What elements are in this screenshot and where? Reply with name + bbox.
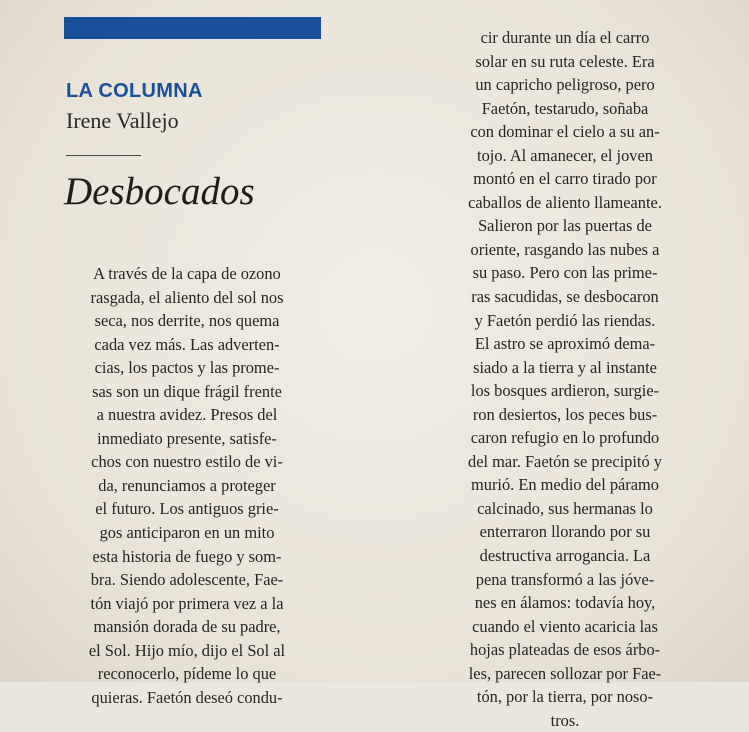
column-text-line: su paso. Pero con las prime- xyxy=(472,263,658,283)
column-text-line: A través de la capa de ozono xyxy=(93,264,281,283)
column-text-line: cir durante un día el carro xyxy=(480,28,650,47)
column-text-line: reconocerlo, pídeme lo que xyxy=(97,664,277,684)
column-text-line: gos anticiparon en un mito xyxy=(99,523,275,543)
column-text-line: les, parecen sollozar por Fae- xyxy=(468,663,662,683)
article-column-right xyxy=(420,26,710,732)
column-text-line: tón viajó por primera vez a la xyxy=(90,593,284,613)
column-text-line: tón, por la tierra, por noso- xyxy=(476,687,654,707)
column-text-line: del mar. Faetón se precipitó y xyxy=(468,451,662,471)
column-text-line: los bosques ardieron, surgie- xyxy=(470,381,660,401)
column-text-line: sas son un dique frágil frente xyxy=(92,381,282,401)
column-text-line: esta historia de fuego y som- xyxy=(92,546,282,566)
section-label: LA COLUMNA xyxy=(66,80,203,102)
column-text-line: cada vez más. Las adverten- xyxy=(94,334,280,354)
column-text-line: montó en el carro tirado por xyxy=(473,169,657,189)
column-text-line: con dominar el cielo a su an- xyxy=(470,122,660,142)
column-text-line: inmediato presente, satisfe- xyxy=(97,428,277,448)
column-text-line: el Sol. Hijo mío, dijo el Sol al xyxy=(88,640,286,660)
column-text-line: bra. Siendo adolescente, Fae- xyxy=(90,570,284,590)
column-text-line: el futuro. Los antiguos grie- xyxy=(95,499,279,519)
column-text-line: cuando el viento acaricia las xyxy=(472,616,658,636)
column-text-line: un capricho peligroso, pero xyxy=(475,75,655,95)
column-text-line: oriente, rasgando las nubes a xyxy=(470,239,660,259)
column-text-line: siado a la tierra y al instante xyxy=(473,357,657,377)
column-text-line: ron desiertos, los peces bus- xyxy=(472,404,658,424)
column-text-line: tros. xyxy=(550,710,580,730)
column-text-line: Salieron por las puertas de xyxy=(478,216,652,236)
column-text-line: solar en su ruta celeste. Era xyxy=(475,51,655,71)
section-color-bar xyxy=(64,17,321,39)
column-text-line: destructiva arrogancia. La xyxy=(479,546,651,566)
divider-rule xyxy=(66,155,141,156)
column-text-line: hojas plateadas de esos árbo- xyxy=(469,640,661,660)
column-text-line: da, renunciamos a proteger xyxy=(98,475,276,495)
column-text-line: nes en álamos: todavía hoy, xyxy=(474,593,656,613)
column-text-line: y Faetón perdió las riendas. xyxy=(474,310,656,330)
article-headline: Desbocados xyxy=(64,170,255,213)
column-text-line: El astro se aproximó dema- xyxy=(474,334,656,354)
column-text-line: caballos de aliento llameante. xyxy=(468,192,662,212)
column-text-line: mansión dorada de su padre, xyxy=(93,617,281,637)
column-text-line: ras sacudidas, se desbocaron xyxy=(471,287,659,307)
column-text-line: pena transformó a las jóve- xyxy=(475,569,655,589)
column-text-line: enterraron llorando por su xyxy=(479,522,651,542)
column-text-line: a nuestra avidez. Presos del xyxy=(96,405,278,425)
column-text-line: cias, los pactos y las prome- xyxy=(94,358,280,378)
column-text-line: seca, nos derrite, nos quema xyxy=(94,311,280,331)
column-text-line: Faetón, testarudo, soñaba xyxy=(481,98,649,118)
article-column-left xyxy=(62,262,312,709)
author-name: Irene Vallejo xyxy=(66,108,179,133)
column-text-line: caron refugio en lo profundo xyxy=(470,428,660,448)
column-text-line: quieras. Faetón deseó condu- xyxy=(91,687,283,707)
column-text-line: rasgada, el aliento del sol nos xyxy=(90,287,284,307)
column-text-line: calcinado, sus hermanas lo xyxy=(477,498,653,518)
column-text-line: murió. En medio del páramo xyxy=(471,475,659,495)
column-text-line: tojo. Al amanecer, el joven xyxy=(477,145,653,165)
column-text-line: chos con nuestro estilo de vi- xyxy=(91,452,283,472)
